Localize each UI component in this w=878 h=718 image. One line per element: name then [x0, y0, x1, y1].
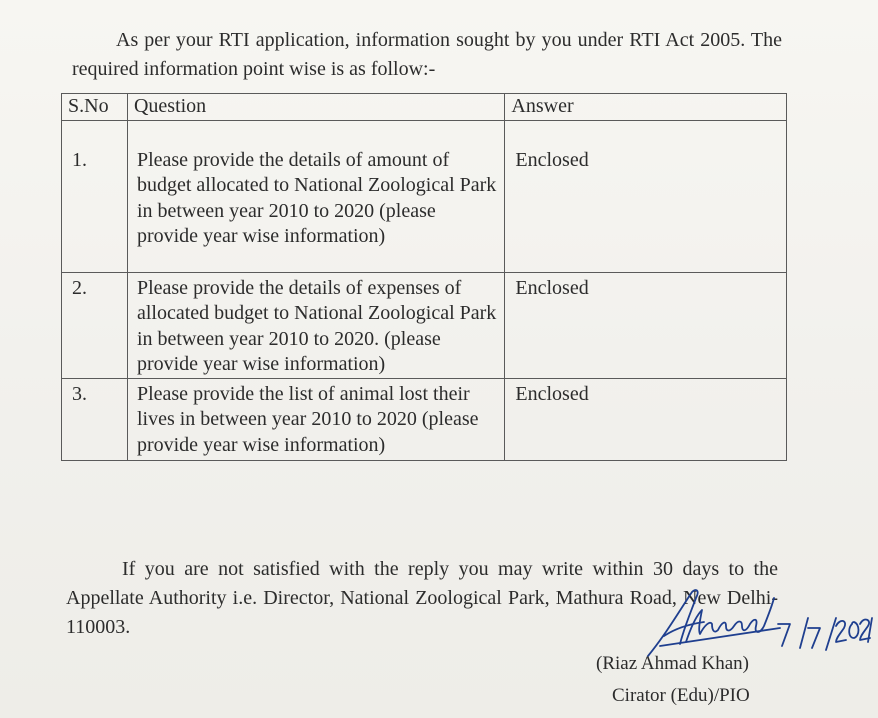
signatory-name: (Riaz Ahmad Khan) — [596, 653, 750, 674]
row-question: Please provide the details of expenses of allocated budget to National Zoological Park in between year 2010 to 2020. (please provide year wise information) — [127, 272, 504, 378]
closing-paragraph: If you are not satisfied with the reply you may write within 30 days to the Appellate Authority i.e. Director, National Zoological Park, Mathura Road, New Delhi- 110003. — [66, 558, 778, 638]
row-sno: 1. — [62, 120, 128, 272]
row-question: Please provide the details of amount of budget allocated to National Zoological Park in between year 2010 to 2020 (please provide year wise information) — [127, 120, 504, 272]
table-row — [62, 272, 787, 378]
table-row — [62, 378, 787, 460]
signatory-title: Cirator (Edu)/PIO — [612, 685, 750, 706]
row-sno: 2. — [62, 272, 128, 378]
rti-information-table — [61, 93, 787, 461]
row-answer: Enclosed — [505, 272, 787, 378]
row-answer: Enclosed — [505, 378, 787, 460]
intro-paragraph: As per your RTI application, information sought by you under RTI Act 2005. The required information point wise is as follow:- — [72, 29, 782, 80]
header-question: Question — [127, 94, 504, 121]
header-answer: Answer — [505, 94, 787, 121]
table-header-row — [62, 94, 787, 121]
row-question: Please provide the list of animal lost their lives in between year 2010 to 2020 (please provide year wise information) — [127, 378, 504, 460]
row-sno: 3. — [62, 378, 128, 460]
row-answer: Enclosed — [505, 120, 787, 272]
header-sno: S.No — [62, 94, 128, 121]
table-row — [62, 120, 787, 272]
